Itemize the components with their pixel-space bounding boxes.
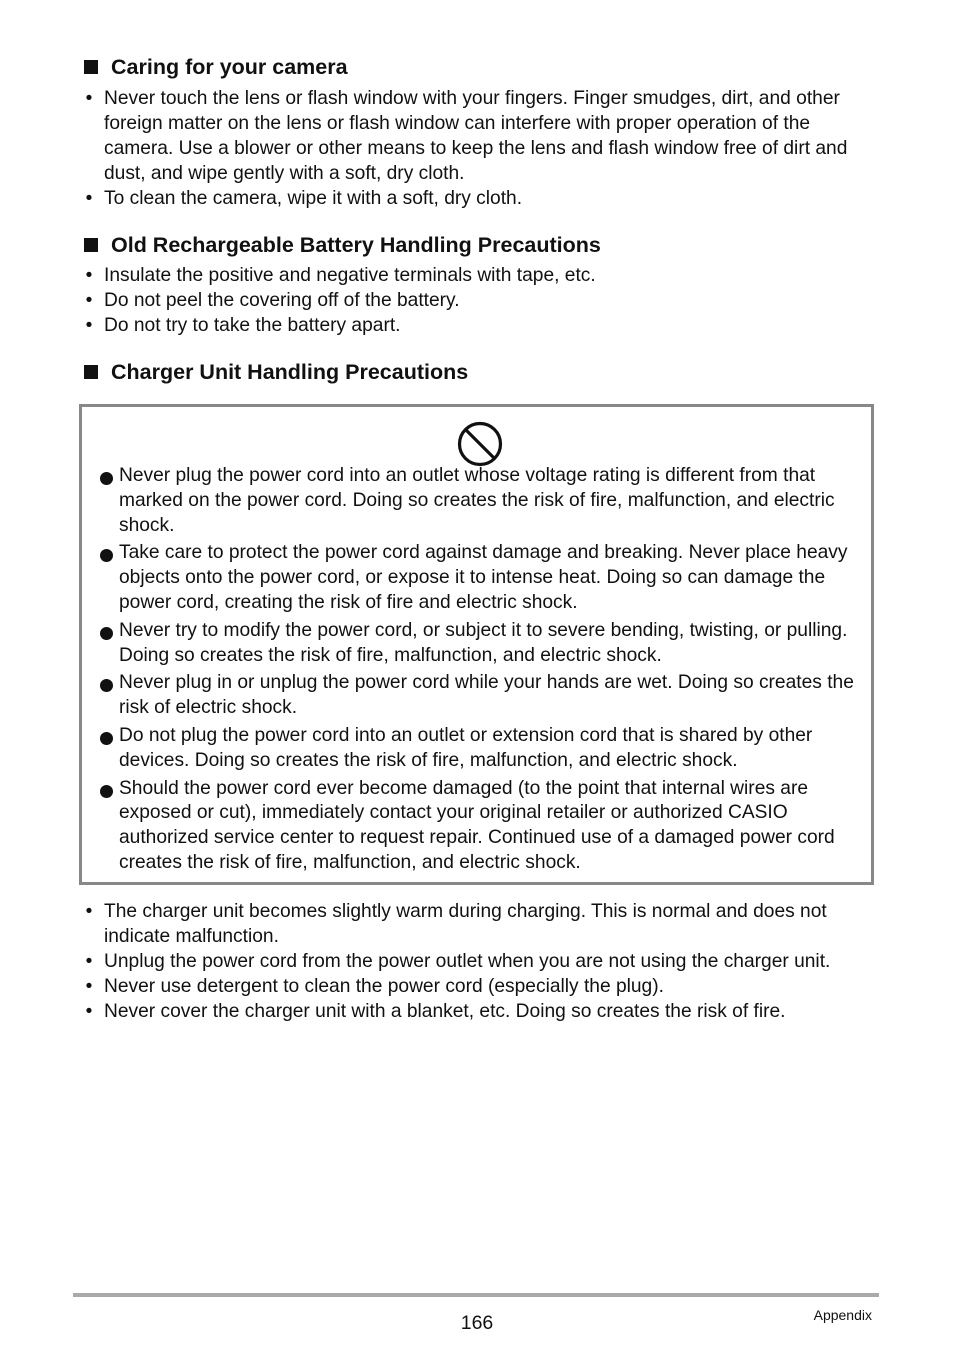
bullet-dot-icon: • bbox=[85, 976, 93, 997]
warning-item bbox=[85, 619, 855, 669]
list-item bbox=[84, 974, 874, 999]
list-item-text: To clean the camera, wipe it with a soft, dry cloth. bbox=[104, 188, 523, 209]
charger-heading bbox=[84, 359, 468, 385]
caring-heading bbox=[84, 54, 348, 80]
square-bullet-icon bbox=[84, 365, 98, 379]
filled-circle-icon bbox=[100, 472, 113, 485]
list-item bbox=[84, 263, 874, 288]
footer-rule bbox=[73, 1293, 879, 1297]
bullet-dot-icon: • bbox=[85, 901, 93, 922]
bullet-dot-icon: • bbox=[85, 188, 93, 209]
bullet-dot-icon: • bbox=[85, 265, 93, 286]
prohibited-icon bbox=[456, 420, 504, 468]
list-item bbox=[84, 949, 874, 974]
list-item-text: Unplug the power cord from the power outlet when you are not using the charger unit. bbox=[104, 951, 831, 972]
battery-heading-text: Old Rechargeable Battery Handling Precautions bbox=[111, 232, 601, 257]
list-item bbox=[84, 999, 874, 1024]
charger-list bbox=[84, 899, 874, 1024]
filled-circle-icon bbox=[100, 785, 113, 798]
warning-item-text: Never plug in or unplug the power cord while your hands are wet. Doing so creates the risk of electric shock. bbox=[119, 672, 854, 719]
list-item-text: Never cover the charger unit with a blanket, etc. Doing so creates the risk of fire. bbox=[104, 1001, 786, 1022]
warning-box bbox=[79, 404, 874, 885]
bullet-dot-icon: • bbox=[85, 88, 93, 109]
battery-list bbox=[84, 263, 874, 338]
bullet-dot-icon: • bbox=[85, 290, 93, 311]
square-bullet-icon bbox=[84, 60, 98, 74]
list-item-text: The charger unit becomes slightly warm during charging. This is normal and does not indicate malfunction. bbox=[104, 901, 827, 947]
filled-circle-icon bbox=[100, 679, 113, 692]
caring-list bbox=[84, 86, 874, 211]
list-item-text: Do not try to take the battery apart. bbox=[104, 315, 401, 336]
list-item-text: Never use detergent to clean the power cord (especially the plug). bbox=[104, 976, 664, 997]
warning-item-text: Never try to modify the power cord, or subject it to severe bending, twisting, or pulling. Doing so creates the risk of fire, malfunction, and electric shock. bbox=[119, 619, 848, 666]
warning-list bbox=[85, 464, 855, 879]
footer-section-label: Appendix bbox=[813, 1307, 872, 1323]
warning-item-text: Take care to protect the power cord against damage and breaking. Never place heavy objects onto the power cord, or expose it to intense heat. Doing so can damage the power cord, creating the risk of fire and electric shock. bbox=[119, 542, 848, 613]
warning-item-text: Never plug the power cord into an outlet whose voltage rating is different from that marked on the power cord. Doing so creates the risk of fire, malfunction, and electric shock. bbox=[119, 465, 835, 536]
list-item-text: Never touch the lens or flash window with your fingers. Finger smudges, dirt, and other foreign matter on the lens or flash window can interfere with proper operation of the camera. Use a blower or other means to keep the lens and flash window free of dirt and dust, and wipe gently with a soft, dry cloth. bbox=[104, 88, 848, 184]
warning-item bbox=[85, 777, 855, 876]
list-item-text: Do not peel the covering off of the battery. bbox=[104, 290, 460, 311]
warning-item bbox=[85, 464, 855, 538]
list-item bbox=[84, 899, 874, 949]
list-item-text: Insulate the positive and negative terminals with tape, etc. bbox=[104, 265, 596, 286]
list-item bbox=[84, 186, 874, 211]
bullet-dot-icon: • bbox=[85, 315, 93, 336]
list-item bbox=[84, 313, 874, 338]
page-number: 166 bbox=[460, 1312, 494, 1334]
filled-circle-icon bbox=[100, 732, 113, 745]
square-bullet-icon bbox=[84, 238, 98, 252]
warning-item bbox=[85, 671, 855, 721]
battery-heading bbox=[84, 232, 601, 258]
list-item bbox=[84, 86, 874, 186]
caring-heading-text: Caring for your camera bbox=[111, 54, 348, 79]
warning-item bbox=[85, 724, 855, 774]
filled-circle-icon bbox=[100, 549, 113, 562]
bullet-dot-icon: • bbox=[85, 951, 93, 972]
warning-item bbox=[85, 541, 855, 615]
charger-heading-text: Charger Unit Handling Precautions bbox=[111, 359, 469, 384]
warning-item-text: Do not plug the power cord into an outlet or extension cord that is shared by other devices. Doing so creates the risk of fire, malfunction, and electric shock. bbox=[119, 724, 813, 771]
warning-item-text: Should the power cord ever become damaged (to the point that internal wires are exposed or cut), immediately contact your original retailer or authorized CASIO authorized service center to request repair. Continued use of a damaged power cord creates the risk of fire, malfunction, and electric shock. bbox=[119, 777, 835, 873]
list-item bbox=[84, 288, 874, 313]
bullet-dot-icon: • bbox=[85, 1001, 93, 1022]
filled-circle-icon bbox=[100, 627, 113, 640]
